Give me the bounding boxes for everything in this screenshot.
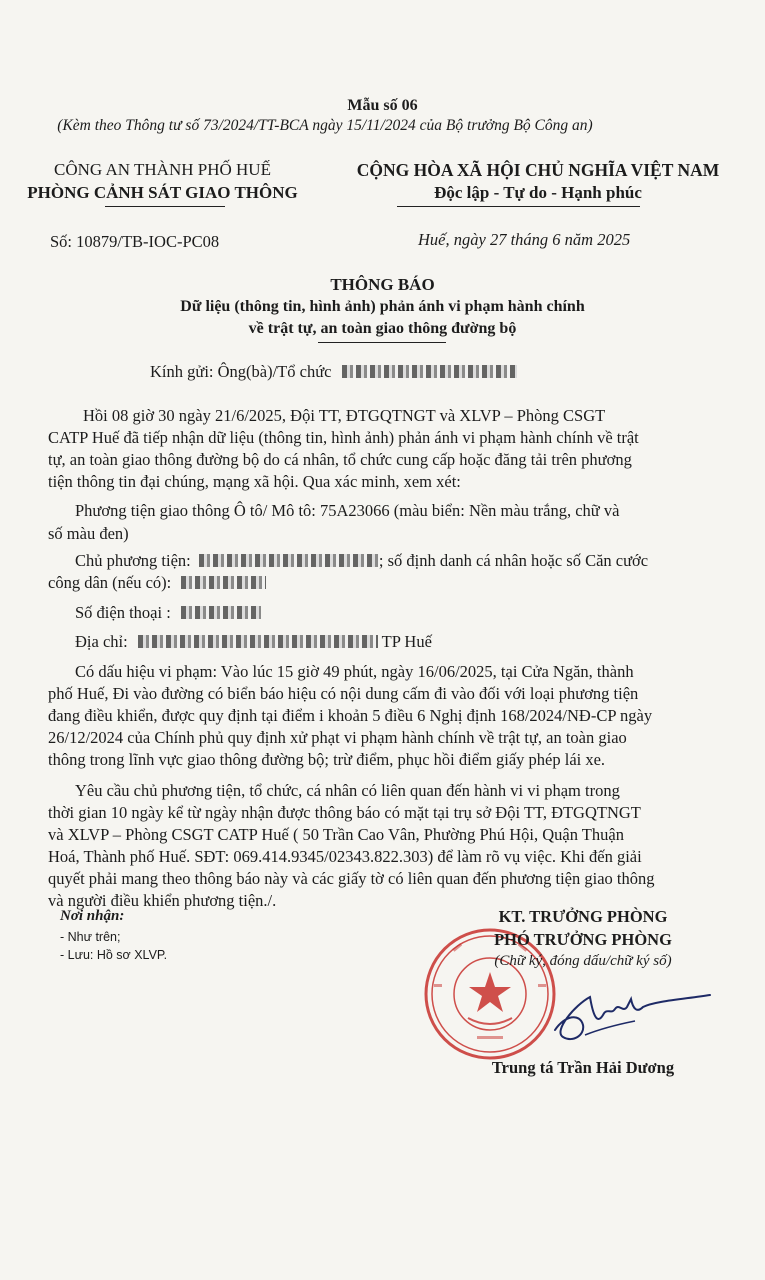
request-line-4: Hoá, Thành phố Huế. SĐT: 069.414.9345/02343.822.303) để làm rõ vụ việc. Khi đến giải xyxy=(48,847,642,866)
violation-line-3: đang điều khiển, được quy định tại điểm i khoản 5 điều 6 Nghị định 168/2024/NĐ-CP ngày xyxy=(48,706,653,725)
request-line-5: quyết phải mang theo thông báo này và các giấy tờ có liên quan đến phương tiện giao thông xyxy=(48,869,655,888)
recipient-item-2: - Lưu: Hồ sơ XLVP. xyxy=(60,948,168,962)
signer-name: Trung tá Trần Hải Dương xyxy=(491,1058,675,1077)
handwritten-signature-icon xyxy=(545,985,715,1055)
intro-line-2: CATP Huế đã tiếp nhận dữ liệu (thông tin, hình ảnh) phản ánh vi phạm hành chính về trật xyxy=(48,428,639,447)
doc-date: Huế, ngày 27 tháng 6 năm 2025 xyxy=(418,230,631,249)
signature-title-1: KT. TRƯỞNG PHÒNG xyxy=(498,907,668,926)
vehicle-line-2: số màu đen) xyxy=(48,524,129,543)
form-number: Mẫu số 06 xyxy=(347,97,418,114)
intro-line-3: tự, an toàn giao thông đường bộ do cá nhân, tổ chức cung cấp hoặc đăng tải trên phương xyxy=(48,450,632,469)
owner-line xyxy=(75,550,648,572)
doc-subtitle-1: Dữ liệu (thông tin, hình ảnh) phản ánh vi phạm hành chính xyxy=(180,298,585,315)
owner-id-label-2: công dân (nếu có): xyxy=(48,573,172,592)
redacted-owner xyxy=(199,554,379,567)
motto: Độc lập - Tự do - Hạnh phúc xyxy=(434,183,642,202)
agency-underline xyxy=(105,206,225,207)
address-label: Địa chỉ: xyxy=(75,632,128,651)
redacted-address xyxy=(138,635,378,648)
request-line-6: và người điều khiển phương tiện./. xyxy=(48,891,277,910)
agency-parent: CÔNG AN THÀNH PHỐ HUẾ xyxy=(54,160,271,179)
country-name: CỘNG HÒA XÃ HỘI CHỦ NGHĨA VIỆT NAM xyxy=(356,160,720,180)
owner-id-line xyxy=(48,572,266,594)
address-line xyxy=(75,631,432,653)
recipients-label: Nơi nhận: xyxy=(60,908,125,924)
owner-id-label: ; số định danh cá nhân hoặc số Căn cước xyxy=(378,551,649,570)
vehicle-line-1: Phương tiện giao thông Ô tô/ Mô tô: 75A23066 (màu biển: Nền màu trắng, chữ và xyxy=(75,501,620,520)
motto-underline xyxy=(397,206,640,207)
violation-line-2: phố Huế, Đi vào đường có biển báo hiệu có nội dung cấm đi vào đối với loại phương tiện xyxy=(48,684,639,703)
form-attached-note: (Kèm theo Thông tư số 73/2024/TT-BCA ngày 15/11/2024 của Bộ trưởng Bộ Công an) xyxy=(57,117,593,134)
phone-label: Số điện thoại : xyxy=(75,603,171,622)
doc-subtitle-2: về trật tự, an toàn giao thông đường bộ xyxy=(248,320,517,337)
violation-line-1: Có dấu hiệu vi phạm: Vào lúc 15 giờ 49 phút, ngày 16/06/2025, tại Cửa Ngăn, thành xyxy=(75,662,634,681)
signature-note: (Chữ ký, đóng dấu/chữ ký số) xyxy=(494,953,672,969)
recipient-label: Kính gửi: Ông(bà)/Tổ chức xyxy=(150,362,332,381)
redacted-recipient xyxy=(342,365,517,378)
doc-title: THÔNG BÁO xyxy=(330,275,435,294)
intro-line-1: Hồi 08 giờ 30 ngày 21/6/2025, Đội TT, ĐTGQTNGT và XLVP – Phòng CSGT xyxy=(83,406,606,425)
request-line-3: và XLVP – Phòng CSGT CATP Huế ( 50 Trần Cao Vân, Phường Phú Hội, Quận Thuận xyxy=(48,825,624,844)
redacted-owner-id xyxy=(181,576,266,589)
title-underline xyxy=(318,342,446,343)
doc-number: Số: 10879/TB-IOC-PC08 xyxy=(50,232,220,251)
intro-line-4: tiện thông tin đại chúng, mạng xã hội. Qua xác minh, xem xét: xyxy=(48,472,461,491)
phone-line xyxy=(75,602,261,624)
request-line-1: Yêu cầu chủ phương tiện, tổ chức, cá nhân có liên quan đến hành vi vi phạm trong xyxy=(75,781,620,800)
violation-line-4: 26/12/2024 của Chính phủ quy định xử phạt vi phạm hành chính về trật tự, an toàn giao xyxy=(48,728,627,747)
redacted-phone xyxy=(181,606,261,619)
violation-line-5: thông trong lĩnh vực giao thông đường bộ; trừ điểm, phục hồi điểm giấy phép lái xe. xyxy=(48,750,606,769)
recipient-line xyxy=(150,362,517,382)
recipient-item-1: - Như trên; xyxy=(60,930,121,944)
address-suffix: TP Huế xyxy=(381,632,432,651)
owner-label: Chủ phương tiện: xyxy=(75,551,191,570)
request-line-2: thời gian 10 ngày kể từ ngày nhận được thông báo có mặt tại trụ sở Đội TT, ĐTGQTNGT xyxy=(48,803,641,822)
agency-name: PHÒNG CẢNH SÁT GIAO THÔNG xyxy=(27,183,298,202)
signature-title-2: PHÓ TRƯỞNG PHÒNG xyxy=(494,930,672,949)
